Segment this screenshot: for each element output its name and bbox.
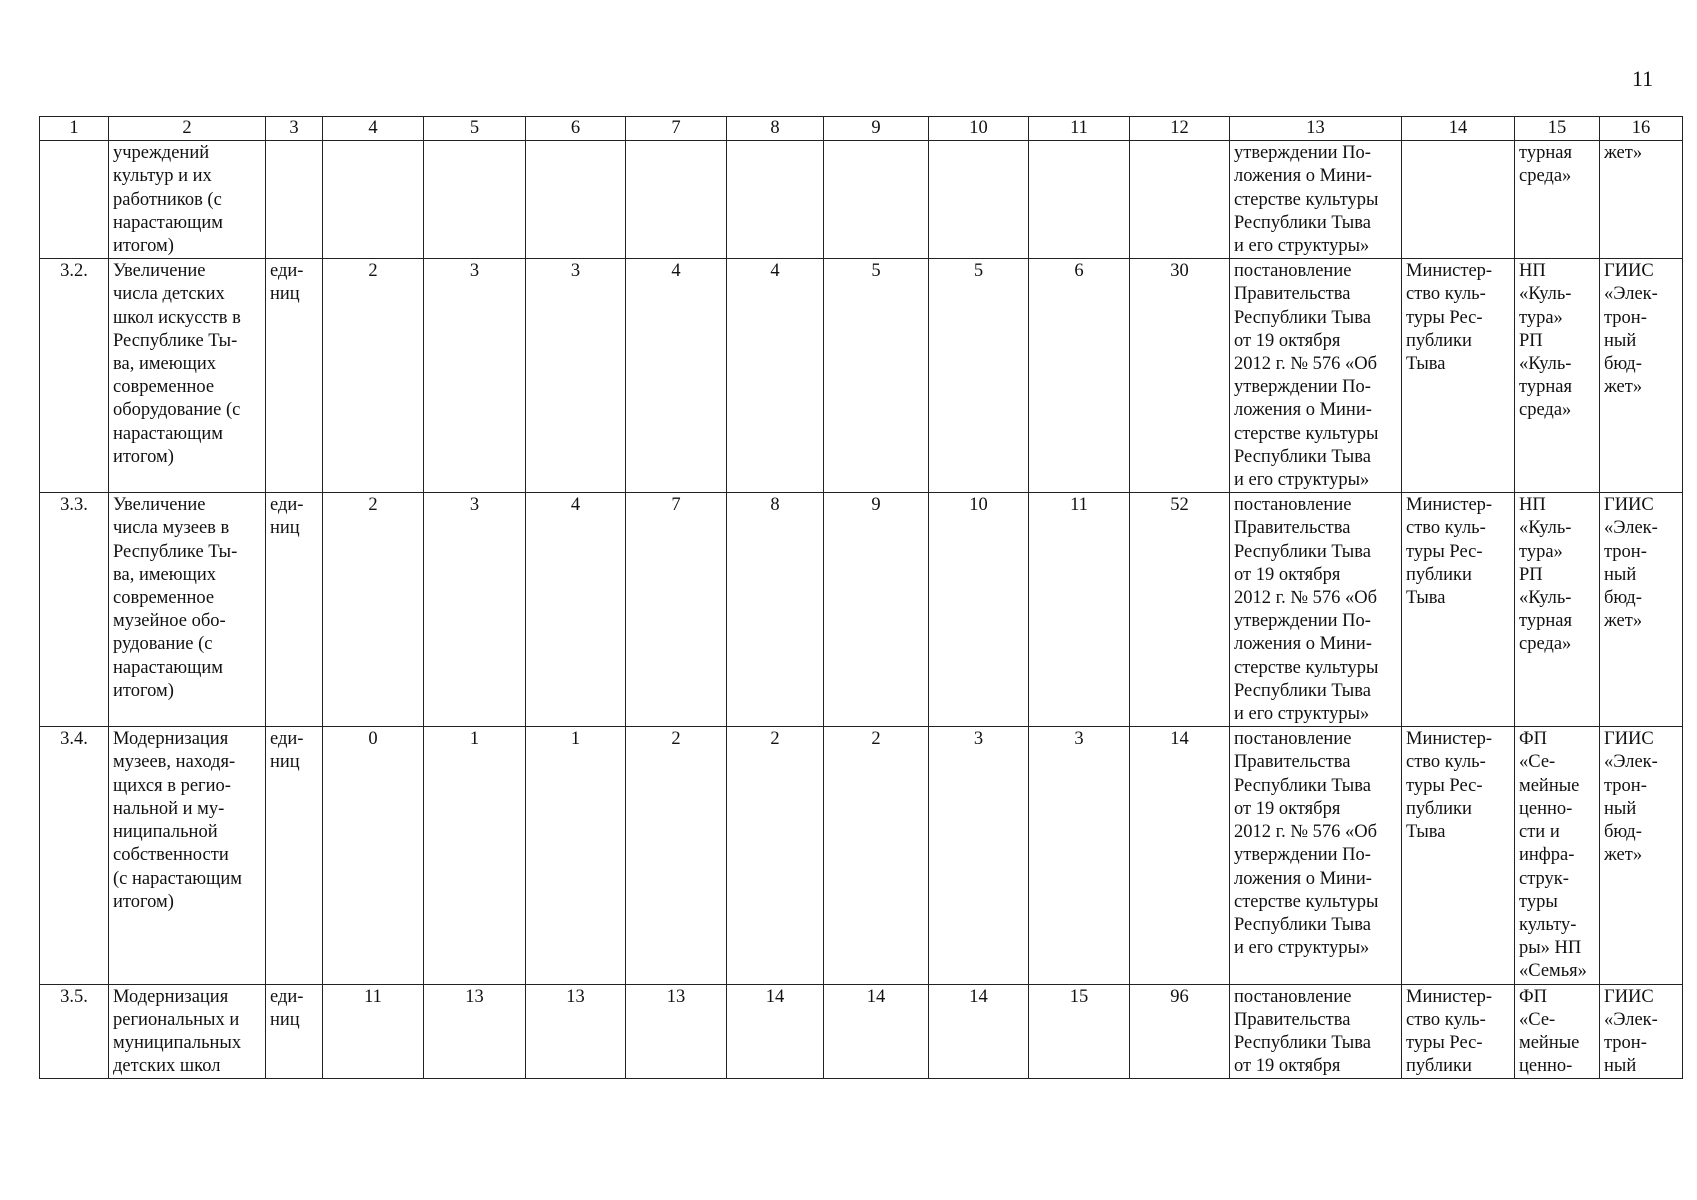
responsible-cell: Министер- ство куль- туры Рес- публики Тыва xyxy=(1402,259,1515,493)
value-cell: 14 xyxy=(1130,727,1230,984)
document-cell: постановление Правительства Республики Тыва от 19 октября 2012 г. № 576 «Об утверждении По- ложения о Мини- стерстве культуры Республики Тыва и его структуры» xyxy=(1230,493,1402,727)
source-cell: ГИИС «Элек- трон- ный xyxy=(1600,984,1683,1079)
value-cell: 13 xyxy=(424,984,526,1079)
source-cell: жет» xyxy=(1600,141,1683,259)
responsible-cell xyxy=(1402,141,1515,259)
column-number-header: 16 xyxy=(1600,117,1683,141)
value-cell: 13 xyxy=(526,984,626,1079)
value-cell xyxy=(526,141,626,259)
column-number-header: 10 xyxy=(929,117,1029,141)
value-cell: 15 xyxy=(1029,984,1130,1079)
value-cell: 4 xyxy=(626,259,727,493)
value-cell: 9 xyxy=(824,493,929,727)
value-cell: 5 xyxy=(929,259,1029,493)
value-cell: 30 xyxy=(1130,259,1230,493)
value-cell xyxy=(824,141,929,259)
table-row xyxy=(40,259,1683,493)
table-row xyxy=(40,493,1683,727)
value-cell: 11 xyxy=(1029,493,1130,727)
column-number-header: 2 xyxy=(109,117,266,141)
indicators-table xyxy=(39,116,1683,1079)
value-cell xyxy=(727,141,824,259)
table-row xyxy=(40,727,1683,984)
source-cell: ГИИС «Элек- трон- ный бюд- жет» xyxy=(1600,259,1683,493)
value-cell: 4 xyxy=(727,259,824,493)
column-number-header: 12 xyxy=(1130,117,1230,141)
table-row xyxy=(40,141,1683,259)
responsible-cell: Министер- ство куль- туры Рес- публики xyxy=(1402,984,1515,1079)
indicator-name-cell: Увеличение числа музеев в Республике Ты- ва, имеющих современное музейное обо- рудование (с нарастающим итогом) xyxy=(109,493,266,727)
value-cell: 14 xyxy=(727,984,824,1079)
indicator-name-cell: Увеличение числа детских школ искусств в Республике Ты- ва, имеющих современное оборудование (с нарастающим итогом) xyxy=(109,259,266,493)
value-cell: 13 xyxy=(626,984,727,1079)
value-cell: 0 xyxy=(323,727,424,984)
row-number-cell: 3.5. xyxy=(40,984,109,1079)
header-row xyxy=(40,117,1683,141)
project-cell: НП «Куль- тура» РП «Куль- турная среда» xyxy=(1515,493,1600,727)
value-cell: 3 xyxy=(929,727,1029,984)
value-cell: 3 xyxy=(424,493,526,727)
column-number-header: 4 xyxy=(323,117,424,141)
unit-cell: еди- ниц xyxy=(266,984,323,1079)
table-row xyxy=(40,984,1683,1079)
column-number-header: 11 xyxy=(1029,117,1130,141)
column-number-header: 13 xyxy=(1230,117,1402,141)
source-cell: ГИИС «Элек- трон- ный бюд- жет» xyxy=(1600,493,1683,727)
row-number-cell xyxy=(40,141,109,259)
value-cell xyxy=(1029,141,1130,259)
column-number-header: 6 xyxy=(526,117,626,141)
value-cell: 2 xyxy=(727,727,824,984)
project-cell: ФП «Се- мейные ценно- сти и инфра- струк- туры культу- ры» НП «Семья» xyxy=(1515,727,1600,984)
value-cell: 2 xyxy=(626,727,727,984)
document-cell: постановление Правительства Республики Тыва от 19 октября 2012 г. № 576 «Об утверждении По- ложения о Мини- стерстве культуры Республики Тыва и его структуры» xyxy=(1230,727,1402,984)
document-cell: постановление Правительства Республики Тыва от 19 октября xyxy=(1230,984,1402,1079)
unit-cell xyxy=(266,141,323,259)
source-cell: ГИИС «Элек- трон- ный бюд- жет» xyxy=(1600,727,1683,984)
value-cell: 7 xyxy=(626,493,727,727)
column-number-header: 1 xyxy=(40,117,109,141)
value-cell: 96 xyxy=(1130,984,1230,1079)
indicator-name-cell: Модернизация музеев, находя- щихся в регио- нальной и му- ниципальной собственности (с нарастающим итогом) xyxy=(109,727,266,984)
value-cell: 1 xyxy=(424,727,526,984)
value-cell: 4 xyxy=(526,493,626,727)
value-cell: 2 xyxy=(323,259,424,493)
responsible-cell: Министер- ство куль- туры Рес- публики Тыва xyxy=(1402,727,1515,984)
project-cell: турная среда» xyxy=(1515,141,1600,259)
value-cell xyxy=(1130,141,1230,259)
column-number-header: 8 xyxy=(727,117,824,141)
value-cell xyxy=(626,141,727,259)
value-cell: 14 xyxy=(824,984,929,1079)
row-number-cell: 3.2. xyxy=(40,259,109,493)
column-number-header: 5 xyxy=(424,117,526,141)
column-number-header: 9 xyxy=(824,117,929,141)
value-cell: 3 xyxy=(1029,727,1130,984)
column-number-header: 3 xyxy=(266,117,323,141)
unit-cell: еди- ниц xyxy=(266,727,323,984)
column-number-header: 14 xyxy=(1402,117,1515,141)
responsible-cell: Министер- ство куль- туры Рес- публики Тыва xyxy=(1402,493,1515,727)
value-cell: 5 xyxy=(824,259,929,493)
value-cell: 2 xyxy=(824,727,929,984)
value-cell: 8 xyxy=(727,493,824,727)
value-cell: 10 xyxy=(929,493,1029,727)
value-cell: 2 xyxy=(323,493,424,727)
indicator-name-cell: учреждений культур и их работников (с нарастающим итогом) xyxy=(109,141,266,259)
indicator-name-cell: Модернизация региональных и муниципальных детских школ xyxy=(109,984,266,1079)
unit-cell: еди- ниц xyxy=(266,493,323,727)
unit-cell: еди- ниц xyxy=(266,259,323,493)
value-cell xyxy=(424,141,526,259)
value-cell: 11 xyxy=(323,984,424,1079)
row-number-cell: 3.4. xyxy=(40,727,109,984)
value-cell: 3 xyxy=(424,259,526,493)
value-cell: 1 xyxy=(526,727,626,984)
value-cell: 14 xyxy=(929,984,1029,1079)
value-cell: 52 xyxy=(1130,493,1230,727)
column-number-header: 15 xyxy=(1515,117,1600,141)
column-number-header: 7 xyxy=(626,117,727,141)
value-cell xyxy=(929,141,1029,259)
project-cell: ФП «Се- мейные ценно- xyxy=(1515,984,1600,1079)
document-cell: утверждении По- ложения о Мини- стерстве культуры Республики Тыва и его структуры» xyxy=(1230,141,1402,259)
document-cell: постановление Правительства Республики Тыва от 19 октября 2012 г. № 576 «Об утверждении По- ложения о Мини- стерстве культуры Республики Тыва и его структуры» xyxy=(1230,259,1402,493)
value-cell: 3 xyxy=(526,259,626,493)
value-cell xyxy=(323,141,424,259)
row-number-cell: 3.3. xyxy=(40,493,109,727)
value-cell: 6 xyxy=(1029,259,1130,493)
page-number: 11 xyxy=(1632,66,1654,91)
project-cell: НП «Куль- тура» РП «Куль- турная среда» xyxy=(1515,259,1600,493)
